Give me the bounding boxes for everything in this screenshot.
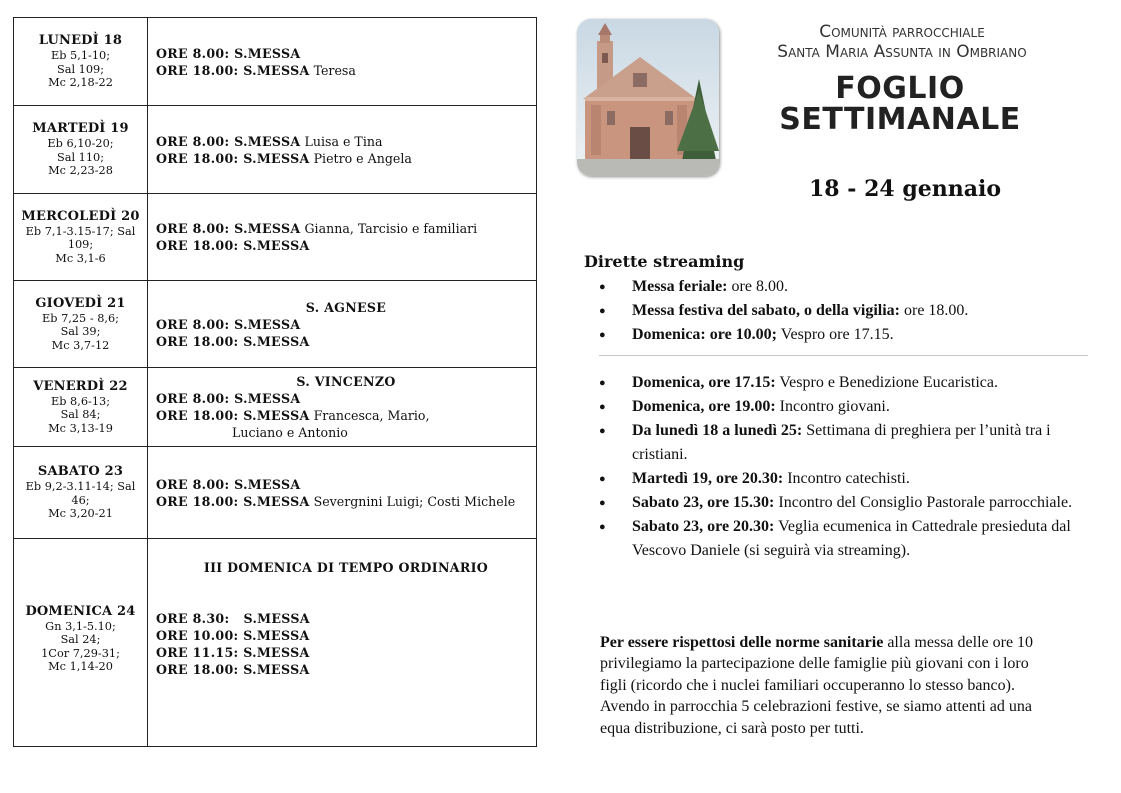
reading-line: Eb 7,25 - 8,6;	[42, 311, 119, 325]
mass-time: ORE 8.00: S.MESSA	[156, 476, 301, 492]
parish-name	[740, 22, 1064, 62]
day-name: MERCOLEDÌ 20	[21, 208, 140, 224]
day-name: SABATO 23	[37, 464, 124, 480]
day-cell	[14, 447, 148, 539]
day-cell	[14, 106, 148, 194]
saint-name: S. VINCENZO	[296, 374, 396, 389]
reading-line: Gn 3,1-5.10;	[45, 619, 116, 633]
event-item	[599, 419, 1088, 467]
reading-line: Eb 5,1-10;	[50, 49, 111, 63]
mass-time: ORE 18.00: S.MESSA	[156, 408, 310, 423]
mass-line	[156, 133, 536, 150]
day-name: GIOVEDÌ 21	[35, 295, 126, 311]
masses-cell	[148, 106, 537, 194]
mass-line	[156, 493, 536, 510]
mass-time: ORE 8.00: S.MESSA	[156, 316, 301, 332]
event-item-label: Domenica, ore 19.00:	[632, 398, 776, 415]
mass-time: ORE 18.00: S.MESSA	[156, 62, 310, 78]
event-item	[599, 467, 1088, 491]
mass-intention: Francesca, Mario, Luciano e Antonio	[232, 408, 430, 440]
schedule-row	[14, 368, 537, 447]
mass-line	[156, 644, 536, 661]
reading-line: Sal 109;	[56, 62, 105, 76]
event-item-text: Incontro giovani.	[775, 398, 890, 415]
mass-line	[156, 407, 536, 441]
reading-line: Mc 3,20-21	[48, 507, 113, 521]
mass-time: ORE 11.15: S.MESSA	[156, 645, 310, 660]
reading-line: Sal 110;	[56, 150, 105, 164]
day-cell	[14, 18, 148, 106]
schedule-row	[14, 106, 537, 194]
day-cell	[14, 539, 148, 747]
mass-intention: Pietro e Angela	[313, 150, 412, 166]
schedule-row	[14, 18, 537, 106]
reading-line: Mc 1,14-20	[48, 660, 113, 673]
reading-line: Eb 7,1-3.15-17; Sal	[25, 224, 136, 238]
church-photo	[577, 19, 719, 176]
reading-line: Mc 3,1-6	[55, 251, 106, 265]
day-name: VENERDÌ 22	[33, 378, 128, 394]
event-item-text: Vespro e Benedizione Eucaristica.	[775, 374, 998, 391]
day-name: DOMENICA 24	[25, 603, 136, 619]
event-item-label: Martedì 19, ore 20.30:	[632, 470, 784, 487]
schedule-row	[14, 447, 537, 539]
masses-cell	[148, 281, 537, 368]
weekly-schedule-table	[13, 17, 537, 747]
reading-line: Eb 9,2-3.11-14; Sal	[25, 480, 136, 494]
masses-cell	[148, 18, 537, 106]
notice-bold: Per essere rispettosi delle norme sanitarie	[600, 634, 884, 651]
schedule-row	[14, 281, 537, 368]
day-cell	[14, 281, 148, 368]
streaming-item	[599, 323, 1088, 347]
sanitary-notice	[600, 632, 1055, 739]
reading-line: Sal 24;	[60, 633, 101, 646]
day-cell	[14, 368, 148, 447]
event-item	[599, 371, 1088, 395]
masses-cell	[148, 447, 537, 539]
mass-line	[156, 476, 536, 493]
reading-line: Eb 8,6-13;	[50, 394, 111, 408]
mass-time: ORE 8.00: S.MESSA	[156, 133, 301, 149]
mass-line	[156, 45, 536, 62]
mass-time: ORE 8.00: S.MESSA	[156, 221, 301, 236]
reading-line: Sal 84;	[60, 408, 101, 422]
masses-cell	[148, 539, 537, 747]
mass-line	[156, 333, 536, 350]
section-divider	[599, 355, 1088, 356]
event-item	[599, 491, 1088, 515]
reading-line: Mc 3,7-12	[51, 338, 110, 352]
bulletin-title-line2: SETTIMANALE	[779, 102, 1021, 137]
reading-line: Mc 3,13-19	[48, 421, 113, 435]
mass-time: ORE 8.00: S.MESSA	[156, 391, 301, 406]
reading-line: 1Cor 7,29-31;	[41, 646, 120, 660]
bulletin-title	[760, 73, 1040, 135]
mass-line	[156, 62, 536, 79]
mass-intention: Gianna, Tarcisio e familiari	[304, 221, 478, 236]
liturgical-title: III DOMENICA DI TEMPO ORDINARIO	[203, 560, 489, 575]
streaming-item-label: Domenica: ore 10.00;	[632, 326, 777, 343]
mass-line	[156, 237, 536, 254]
day-name: LUNEDÌ 18	[38, 33, 123, 49]
parish-name-line1: Comunità parrocchiale	[819, 22, 985, 42]
church-illustration	[577, 19, 719, 176]
streaming-item-text: ore 8.00.	[727, 278, 788, 295]
mass-time: ORE 8.00: S.MESSA	[156, 45, 301, 61]
mass-intention: Severgnini Luigi; Costi Michele	[313, 493, 516, 509]
notice-text: alla messa delle ore 10 privilegiamo la partecipazione delle famiglie più giovani con i loro figli (ricordo che i nuclei familiari occuperanno lo stesso banco). Avendo in parrocchia 5 celebrazioni festive, se siamo attenti ad una equa distribuzione, ci sarà posto per tutti.	[600, 634, 1034, 737]
reading-line: Mc 2,23-28	[48, 164, 113, 178]
mass-line	[156, 220, 536, 237]
mass-time: ORE 18.00: S.MESSA	[156, 662, 310, 677]
streaming-item-text: ore 18.00.	[899, 302, 969, 319]
reading-line: Sal 39;	[60, 325, 101, 339]
streaming-list	[599, 275, 1088, 347]
mass-line	[156, 610, 536, 627]
mass-line	[156, 150, 536, 167]
event-item-text: Settimana di preghiera per l’unità tra i cristiani.	[632, 422, 1051, 463]
streaming-item-label: Messa festiva del sabato, o della vigilia:	[632, 302, 900, 319]
event-item-text: Incontro catechisti.	[783, 470, 910, 487]
reading-line: Eb 6,10-20;	[47, 137, 114, 151]
event-item-label: Sabato 23, ore 15.30:	[632, 494, 775, 511]
parish-name-line2: Santa Maria Assunta in Ombriano	[777, 42, 1027, 62]
mass-time: ORE 18.00: S.MESSA	[156, 493, 310, 509]
event-item-text: Veglia ecumenica in Cattedrale presieduta dal Vescovo Daniele (si seguirà via streaming).	[632, 518, 1071, 559]
mass-line	[156, 627, 536, 644]
masses-cell	[148, 194, 537, 281]
event-item	[599, 395, 1088, 419]
event-item	[599, 515, 1088, 563]
mass-time: ORE 18.00: S.MESSA	[156, 333, 310, 349]
streaming-item-text: Vespro ore 17.15.	[777, 326, 894, 343]
mass-time: ORE 10.00: S.MESSA	[156, 628, 310, 643]
event-item-label: Da lunedì 18 a lunedì 25:	[632, 422, 803, 439]
mass-line	[156, 316, 536, 333]
schedule-row	[14, 539, 537, 747]
schedule-row	[14, 194, 537, 281]
masses-cell	[148, 368, 537, 447]
mass-intention: Luisa e Tina	[304, 133, 383, 149]
event-item-text: Incontro del Consiglio Pastorale parrocchiale.	[774, 494, 1073, 511]
mass-time: ORE 8.30: S.MESSA	[156, 611, 310, 626]
mass-line	[156, 661, 536, 678]
reading-line: 109;	[67, 238, 94, 252]
mass-time: ORE 18.00: S.MESSA	[156, 238, 310, 253]
streaming-heading: Dirette streaming	[584, 252, 745, 271]
events-list	[599, 371, 1088, 563]
reading-line: Mc 2,18-22	[48, 76, 113, 90]
streaming-item-label: Messa feriale:	[632, 278, 728, 295]
saint-name: S. AGNESE	[305, 299, 387, 315]
mass-intention: Teresa	[313, 62, 356, 78]
streaming-item	[599, 275, 1088, 299]
mass-time: ORE 18.00: S.MESSA	[156, 150, 310, 166]
event-item-label: Domenica, ore 17.15:	[632, 374, 776, 391]
week-date-range: 18 - 24 gennaio	[809, 176, 1001, 202]
mass-line	[156, 390, 536, 407]
event-item-label: Sabato 23, ore 20.30:	[632, 518, 775, 535]
day-cell	[14, 194, 148, 281]
day-name: MARTEDÌ 19	[32, 121, 129, 137]
streaming-item	[599, 299, 1088, 323]
reading-line: 46;	[71, 493, 90, 507]
bulletin-title-line1: FOGLIO	[835, 71, 965, 106]
